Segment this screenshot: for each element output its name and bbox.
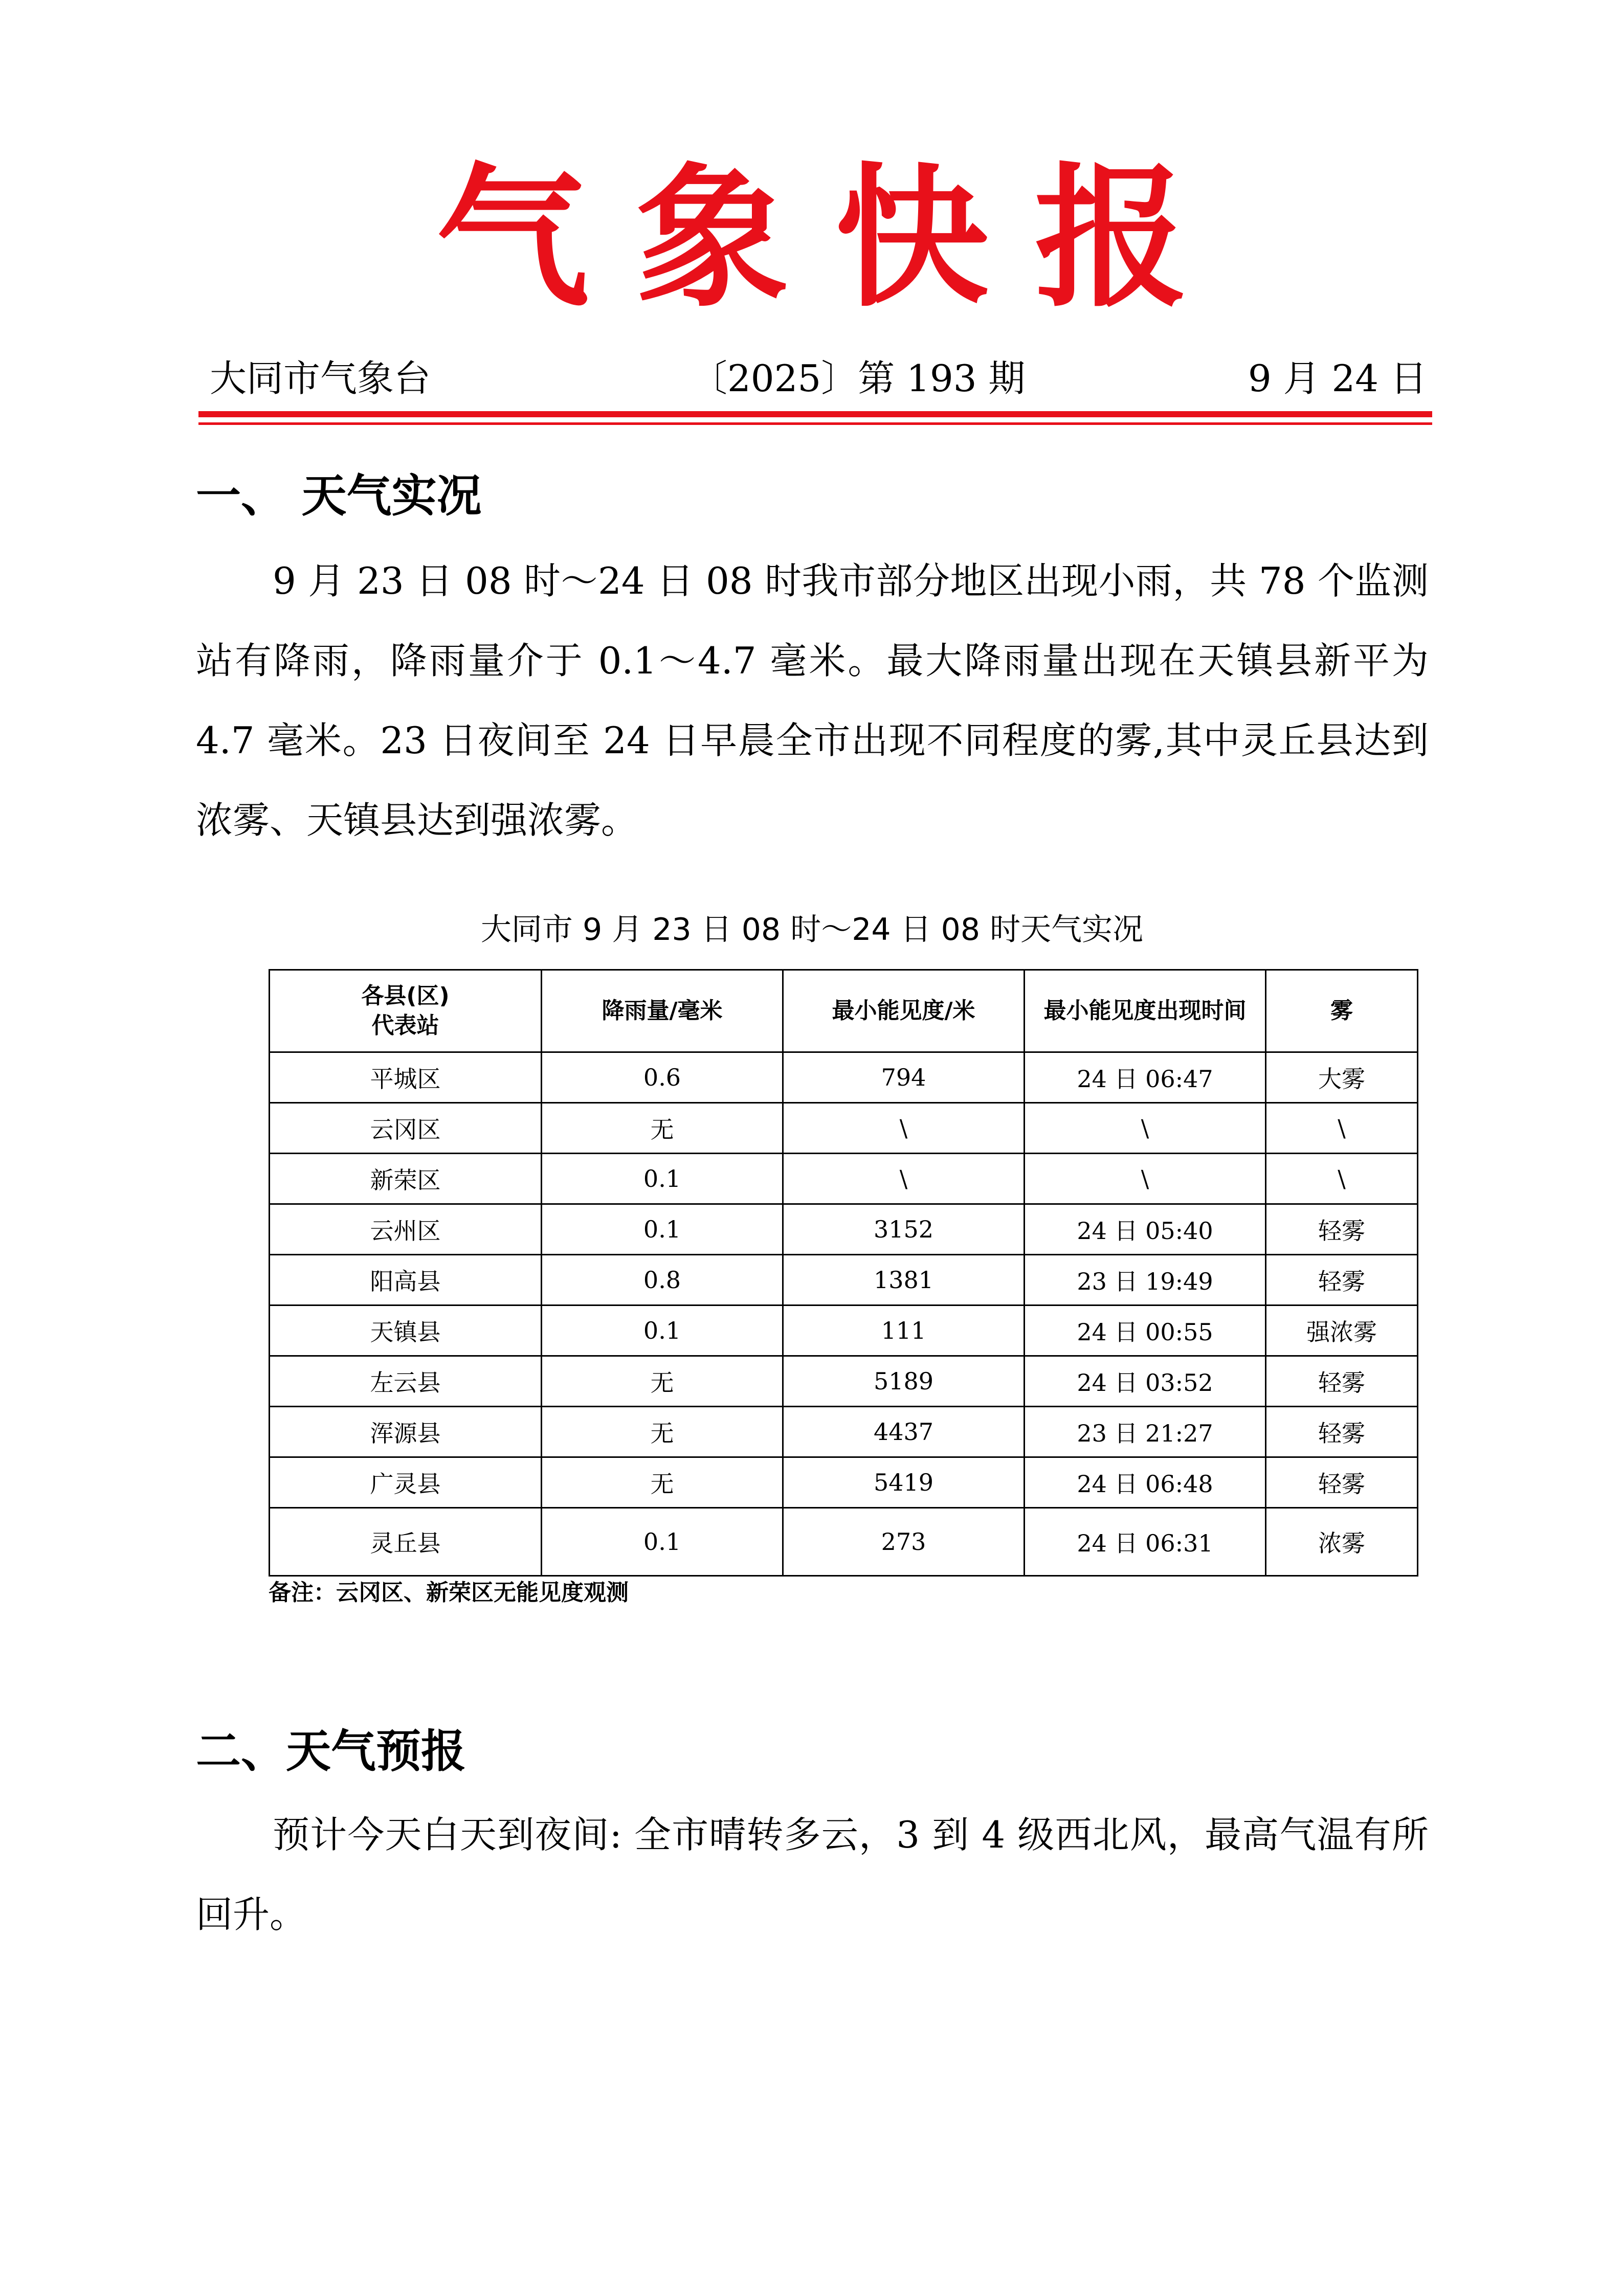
cell-visibility: \ [783,1103,1025,1154]
header-divider-thin [198,422,1432,425]
table-row [270,1255,1418,1305]
table-note: 备注：云冈区、新荣区无能见度观测 [269,1580,629,1606]
cell-visibility: 273 [783,1508,1025,1576]
header-fog: 雾 [1266,970,1418,1052]
cell-station: 平城区 [270,1052,542,1103]
table-header-row [270,970,1418,1052]
table-row [270,1356,1418,1407]
cell-rainfall: 0.1 [542,1204,783,1255]
cell-station: 云州区 [270,1204,542,1255]
table-row [270,1103,1418,1154]
cell-time: \ [1025,1103,1266,1154]
issuer: 大同市气象台 [210,357,431,400]
cell-visibility: 1381 [783,1255,1025,1305]
cell-fog: 轻雾 [1266,1457,1418,1508]
cell-station: 浑源县 [270,1407,542,1457]
section-heading-observations: 一、 天气实况 [196,469,482,522]
cell-station: 云冈区 [270,1103,542,1154]
issue-date: 9 月 24 日 [1248,357,1427,400]
cell-visibility: \ [783,1154,1025,1204]
observations-paragraph: 9 月 23 日 08 时～24 日 08 时我市部分地区出现小雨，共 78 个监测站有降雨，降雨量介于 0.1～4.7 毫米。最大降雨量出现在天镇县新平为 4.7 毫米。23 日夜间至 24 日早晨全市出现不同程度的雾,其中灵丘县达到浓雾、天镇县达到强浓雾。 [196,559,1429,842]
header-divider-thick [198,411,1432,417]
cell-fog: \ [1266,1103,1418,1154]
header-min-visibility: 最小能见度/米 [783,970,1025,1052]
cell-time: 24 日 06:31 [1025,1508,1266,1576]
table-row [270,1508,1418,1576]
table-row [270,1457,1418,1508]
table-row [270,1052,1418,1103]
header-rainfall: 降雨量/毫米 [542,970,783,1052]
cell-visibility: 4437 [783,1407,1025,1457]
section-heading-forecast: 二、天气预报 [196,1725,466,1777]
table-row [270,1305,1418,1356]
cell-fog: 强浓雾 [1266,1305,1418,1356]
cell-fog: 轻雾 [1266,1255,1418,1305]
cell-fog: \ [1266,1154,1418,1204]
cell-rainfall: 0.1 [542,1305,783,1356]
table-row [270,1154,1418,1204]
cell-time: 24 日 00:55 [1025,1305,1266,1356]
cell-station: 灵丘县 [270,1508,542,1576]
issue-info-row [210,353,1427,404]
header-station-label: 各县(区) 代表站 [361,983,450,1039]
cell-fog: 浓雾 [1266,1508,1418,1576]
cell-rainfall: 0.6 [542,1052,783,1103]
observation-table [269,969,1418,1577]
cell-station: 天镇县 [270,1305,542,1356]
cell-visibility: 5419 [783,1457,1025,1508]
cell-time: 24 日 05:40 [1025,1204,1266,1255]
cell-rainfall: 无 [542,1407,783,1457]
issue-number: 〔2025〕第 193 期 [691,357,1026,400]
cell-visibility: 3152 [783,1204,1025,1255]
cell-station: 新荣区 [270,1154,542,1204]
cell-station: 广灵县 [270,1457,542,1508]
cell-fog: 大雾 [1266,1052,1418,1103]
cell-rainfall: 无 [542,1356,783,1407]
cell-visibility: 111 [783,1305,1025,1356]
cell-fog: 轻雾 [1266,1204,1418,1255]
cell-rainfall: 0.1 [542,1508,783,1576]
cell-fog: 轻雾 [1266,1407,1418,1457]
cell-time: \ [1025,1154,1266,1204]
cell-time: 24 日 03:52 [1025,1356,1266,1407]
table-title: 大同市 9 月 23 日 08 时～24 日 08 时天气实况 [480,912,1144,948]
cell-rainfall: 0.1 [542,1154,783,1204]
masthead-title: 气象快报 [436,147,1234,328]
table-row [270,1407,1418,1457]
cell-station: 阳高县 [270,1255,542,1305]
cell-visibility: 794 [783,1052,1025,1103]
cell-time: 23 日 21:27 [1025,1407,1266,1457]
header-station [270,970,542,1052]
cell-time: 23 日 19:49 [1025,1255,1266,1305]
table-row [270,1204,1418,1255]
cell-rainfall: 无 [542,1103,783,1154]
header-min-visibility-time: 最小能见度出现时间 [1025,970,1266,1052]
cell-rainfall: 0.8 [542,1255,783,1305]
cell-time: 24 日 06:47 [1025,1052,1266,1103]
cell-station: 左云县 [270,1356,542,1407]
cell-rainfall: 无 [542,1457,783,1508]
forecast-paragraph: 预计今天白天到夜间: 全市晴转多云，3 到 4 级西北风，最高气温有所回升。 [196,1813,1429,1936]
cell-visibility: 5189 [783,1356,1025,1407]
cell-time: 24 日 06:48 [1025,1457,1266,1508]
cell-fog: 轻雾 [1266,1356,1418,1407]
